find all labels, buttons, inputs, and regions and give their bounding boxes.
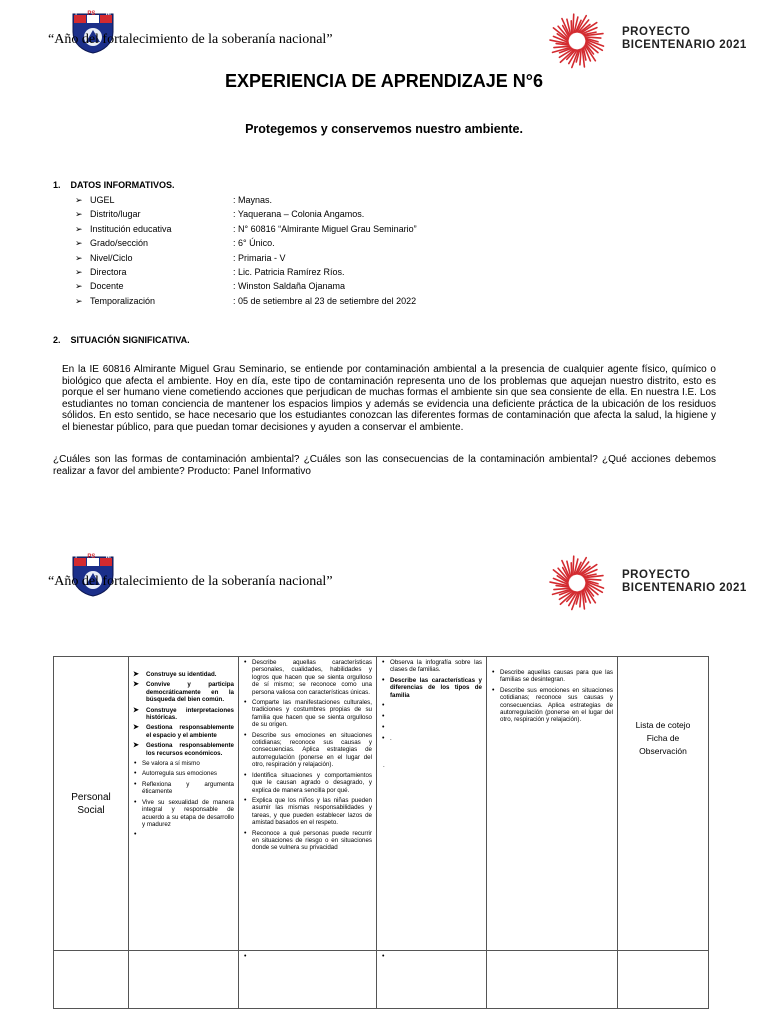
datos-value: : Winston Saldaña Ojanama (233, 281, 346, 292)
list (381, 953, 482, 961)
table-cell (487, 951, 618, 1009)
datos-label: Institución educativa (90, 223, 172, 234)
competencias-list (133, 671, 234, 757)
badge-letter: I (75, 11, 77, 17)
list-item: • . (381, 735, 482, 742)
area-label: Personal Social (71, 791, 111, 816)
badge-letter: PS (87, 554, 96, 560)
subtitle: Protegemos y conservemos nuestro ambiente. (245, 122, 523, 136)
bicentenario-text (622, 569, 747, 595)
datos-label: Nivel/Ciclo (90, 252, 133, 263)
datos-label: Docente (90, 281, 124, 292)
instrumentos-cell (618, 657, 709, 951)
table-row (54, 951, 709, 1009)
arrow-icon: ➢ (75, 295, 83, 306)
list-item: • Comparte las manifestaciones culturales, tradiciones y costumbres propias de su familia que hacen que se sienta orgulloso de su origen. (243, 699, 372, 729)
bicentenario-line1: PROYECTO (622, 569, 691, 581)
criterios-list (491, 669, 613, 724)
arrow-icon: ➢ (75, 238, 83, 249)
desempenos-list (243, 659, 372, 852)
school-badge-letters (70, 553, 116, 563)
list-item (243, 953, 372, 961)
datos-value: : Lic. Patricia Ramírez Ríos. (233, 266, 345, 277)
planning-table (53, 656, 709, 1009)
list-item: • Se valora a sí mismo (133, 760, 234, 767)
bicentenario-line1: PROYECTO (622, 26, 691, 38)
section-heading-situacion: 2. SITUACIÓN SIGNIFICATIVA. (53, 335, 190, 345)
situacion-questions: ¿Cuáles son las formas de contaminación ambiental? ¿Cuáles son las consecuencias de la contaminación ambiental? ¿Qué acciones debemos realizar a favor del ambiente? Producto: Panel Informativo (53, 454, 716, 477)
datos-label: UGEL (90, 195, 115, 205)
datos-row (75, 236, 695, 250)
competencias-cell (129, 657, 239, 951)
page-title: EXPERIENCIA DE APRENDIZAJE N°6 (225, 71, 543, 91)
datos-value: : N° 60816 “Almirante Miguel Grau Seminario” (233, 223, 417, 234)
badge-letter: I (75, 554, 77, 560)
datos-row (75, 222, 695, 236)
list-item: • Autorregula sus emociones (133, 770, 234, 777)
list-item: ➤ Gestiona responsablemente el espacio y el ambiente (133, 724, 234, 739)
actividades-extra: . (383, 762, 385, 770)
datos-label: Distrito/lugar (90, 209, 141, 220)
datos-label: Grado/sección (90, 238, 149, 249)
table-cell (54, 951, 129, 1009)
list-item: ➤ Gestiona responsablemente los recursos económicos. (133, 742, 234, 757)
datos-row (75, 279, 695, 293)
list-item: • Identifica situaciones y comportamientos que le causan agrado o desagrado, y explica de manera sencilla por qué. (243, 772, 372, 794)
table-row (54, 657, 709, 951)
criterios-cell (487, 657, 618, 951)
datos-value: : 05 de setiembre al 23 de setiembre del 2022 (233, 295, 417, 306)
area-cell (54, 657, 129, 951)
sun-ray (573, 556, 574, 575)
list-item: • Describe sus emociones en situaciones cotidianas; reconoce sus causas y consecuencias. Aplica estrategias de autorregulación (ponerse en el lugar del otro, respiración y relajación). (243, 732, 372, 769)
arrow-icon: ➢ (75, 252, 83, 263)
datos-row (75, 193, 695, 207)
badge-letter: M (105, 554, 111, 560)
instrumento-ficha-observacion: Ficha de Observación (639, 733, 687, 756)
bicentenario-logo (546, 552, 608, 614)
list-item: • Observa la infografía sobre las clases de familias. (381, 659, 482, 674)
instrumento-lista-cotejo: Lista de cotejo (635, 720, 691, 730)
arrow-icon: ➢ (75, 223, 83, 234)
motto: “Año del fortalecimiento de la soberanía nacional” (48, 574, 333, 589)
datos-row (75, 265, 695, 279)
list-item (381, 713, 482, 721)
list-item (381, 702, 482, 710)
list-item: ➤ Construye interpretaciones históricas. (133, 707, 234, 722)
table-cell (377, 951, 487, 1009)
arrow-icon: ➢ (75, 266, 83, 277)
situacion-paragraph: En la IE 60816 Almirante Miguel Grau Seminario, se entiende por contaminación ambiental a la presencia de cualquier agente físico, químico o biológico que afecta el ambiente. Hoy en día, este tipo de contaminación representa uno de los problemas que aquejan nuestro distrito, esto es porque el ser humano viene cometiendo acciones que perjudican de muchas formas el ambiente sin que sea consiente de ella. En nuestra I.E. Los estudiantes no toman conciencia de mantener los espacios limpios y además se evidencia una deficiente práctica de la ubicación de los residuos sólidos. En esto sentido, se hace necesario que los estudiantes conozcan las diferentes formas de contaminación que afecta la salud, la higiene y el bienestar público, para que puedan tomar decisiones y ayuden a conservar el ambiente. (62, 364, 716, 433)
badge-letter: M (105, 11, 111, 17)
sun-ray (554, 588, 570, 589)
list-item: • Describe sus emociones en situaciones cotidianas; reconoce sus causas y consecuencias. Aplica estrategias de autorregulación (ponerse en el lugar del otro, respiración y relajación). (491, 687, 613, 724)
actividades-cell (377, 657, 487, 951)
datos-label: Temporalización (90, 295, 156, 306)
arrow-icon: ➢ (75, 209, 83, 220)
list-item: • Describe aquellas características personales, cualidades, habilidades y logros que hacen que se sienta orgulloso de sí mismo; se reconoce como una persona valiosa con características únicas. (243, 659, 372, 696)
list-item: ➤ Construye su identidad. (133, 671, 234, 678)
arrow-icon: ➢ (75, 281, 83, 292)
list-item (133, 831, 234, 839)
desempenos-cell (239, 657, 377, 951)
list (243, 953, 372, 961)
list-item: • Vive su sexualidad de manera integral y responsable de acuerdo a su etapa de desarrollo y madurez (133, 799, 234, 829)
datos-value: : Yaquerana – Colonia Angamos. (233, 209, 365, 220)
datos-row (75, 207, 695, 221)
section-heading-datos: 1. DATOS INFORMATIVOS. (53, 180, 175, 190)
datos-value: : 6° Único. (233, 238, 275, 249)
motto: “Año del fortalecimiento de la soberanía nacional” (48, 32, 333, 47)
bicentenario-line2: BICENTENARIO 2021 (622, 39, 747, 51)
arrow-icon: ➢ (75, 195, 83, 205)
list-item: • Explica que los niños y las niñas pueden asumir las mismas responsabilidades y tareas, y que pueden establecer lazos de amistad basados en el respeto. (243, 797, 372, 827)
list-item (381, 724, 482, 732)
bicentenario-line2: BICENTENARIO 2021 (622, 582, 747, 594)
table-cell (239, 951, 377, 1009)
actividades-list (381, 659, 482, 742)
table-cell (618, 951, 709, 1009)
datos-row (75, 251, 695, 265)
badge-letter: PS (87, 11, 96, 17)
datos-label: Directora (90, 266, 127, 277)
sun-ray (573, 14, 574, 33)
bicentenario-logo (546, 10, 608, 72)
sun-ray (554, 46, 570, 47)
list-item: • Reconoce a qué personas puede recurrir en situaciones de riesgo o en situaciones donde se vulnera su privacidad (243, 830, 372, 852)
list-item: • Reflexiona y argumenta éticamente (133, 781, 234, 796)
datos-list (75, 193, 695, 308)
datos-value: : Primaria - V (233, 252, 286, 263)
datos-row (75, 294, 695, 308)
list-item (381, 953, 482, 961)
datos-value: : Maynas. (233, 195, 273, 205)
list-item: • Describe las características y diferencias de los tipos de familia (381, 677, 482, 699)
capacidades-list (133, 760, 234, 839)
list-item: • Describe aquellas causas para que las familias se desintegran. (491, 669, 613, 684)
list-item: ➤ Convive y participa democráticamente en la búsqueda del bien común. (133, 681, 234, 703)
bicentenario-text (622, 26, 747, 52)
table-cell (129, 951, 239, 1009)
